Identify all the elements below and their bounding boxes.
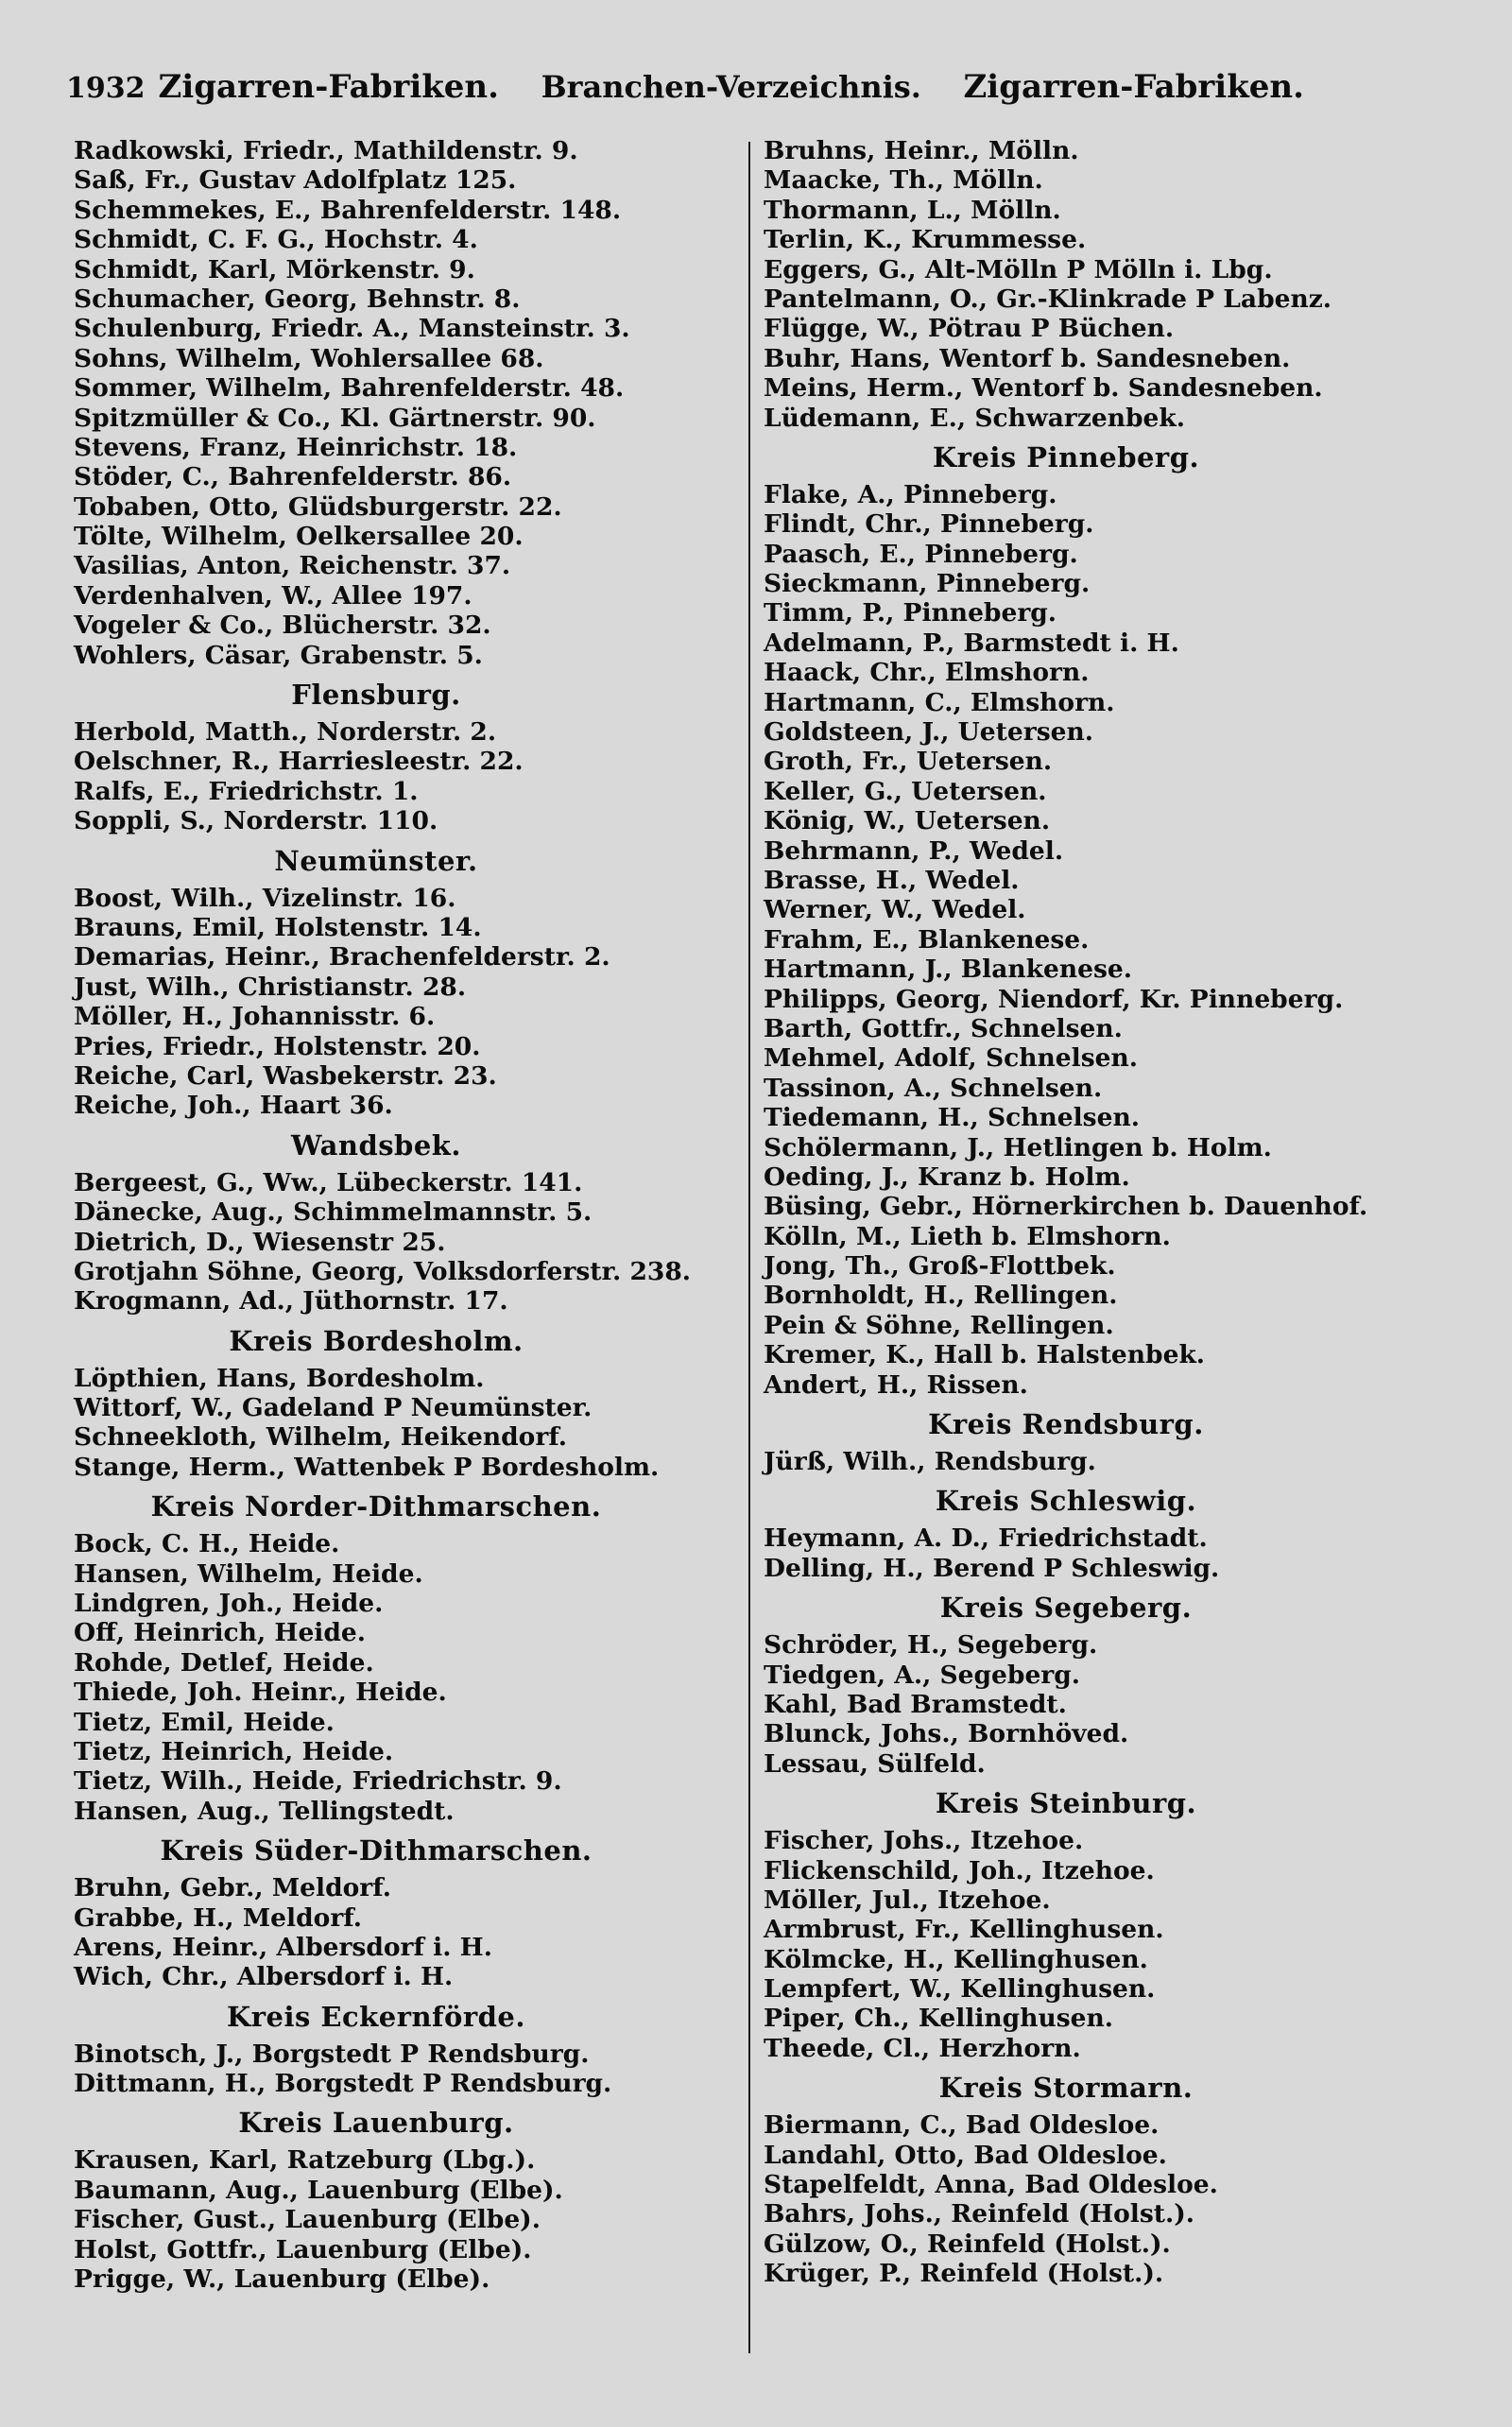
- directory-entry: Verdenhalven, W., Allee 197.: [74, 580, 472, 611]
- directory-entry: Hansen, Aug., Tellingstedt.: [74, 1796, 455, 1826]
- directory-entry: Theede, Cl., Herzhorn.: [764, 2033, 1081, 2063]
- directory-entry: Wohlers, Cäsar, Grabenstr. 5.: [74, 640, 483, 670]
- directory-entry: Stevens, Franz, Heinrichstr. 18.: [74, 432, 518, 462]
- directory-entry: Dittmann, H., Borgstedt P Rendsburg.: [74, 2069, 612, 2099]
- directory-entry: Sieckmann, Pinneberg.: [764, 569, 1091, 599]
- directory-entry: Binotsch, J., Borgstedt P Rendsburg.: [74, 2039, 590, 2069]
- directory-entry: Schmidt, C. F. G., Hochstr. 4.: [74, 225, 478, 255]
- directory-entry: Fischer, Johs., Itzehoe.: [764, 1826, 1084, 1856]
- directory-entry: Möller, H., Johannisstr. 6.: [74, 1002, 436, 1032]
- directory-entry: Bahrs, Johs., Reinfeld (Holst.).: [764, 2199, 1195, 2229]
- directory-entry: Stange, Herm., Wattenbek P Bordesholm.: [74, 1452, 660, 1482]
- directory-entry: Lempfert, W., Kellinghusen.: [764, 1974, 1156, 2005]
- section-heading: Flensburg.: [291, 679, 461, 712]
- directory-entry: Wich, Chr., Albersdorf i. H.: [74, 1962, 454, 1992]
- directory-entry: Flake, A., Pinneberg.: [764, 479, 1057, 509]
- directory-entry: Tietz, Wilh., Heide, Friedrichstr. 9.: [74, 1766, 562, 1797]
- directory-entry: Pries, Friedr., Holstenstr. 20.: [74, 1031, 481, 1061]
- directory-entry: Terlin, K., Krummesse.: [764, 225, 1087, 255]
- directory-entry: Piper, Ch., Kellinghusen.: [764, 2004, 1114, 2034]
- section-heading: Kreis Segeberg.: [939, 1592, 1193, 1625]
- directory-entry: Reiche, Joh., Haart 36.: [74, 1091, 393, 1121]
- section-heading: Kreis Stormarn.: [938, 2072, 1194, 2105]
- directory-entry: Biermann, C., Bad Oldesloe.: [764, 2110, 1160, 2141]
- directory-entry: Lessau, Sülfeld.: [764, 1748, 986, 1779]
- directory-entry: Arens, Heinr., Albersdorf i. H.: [74, 1932, 492, 1962]
- directory-entry: Möller, Jul., Itzehoe.: [764, 1885, 1051, 1915]
- directory-entry: Herbold, Matth., Norderstr. 2.: [74, 717, 497, 748]
- directory-entry: Kahl, Bad Bramstedt.: [764, 1689, 1067, 1719]
- directory-entry: Stöder, C., Bahrenfelderstr. 86.: [74, 462, 512, 492]
- directory-entry: Thormann, L., Mölln.: [764, 195, 1061, 225]
- directory-entry: Werner, W., Wedel.: [764, 895, 1026, 925]
- directory-entry: Boost, Wilh., Vizelinstr. 16.: [74, 883, 456, 913]
- directory-entry: Flindt, Chr., Pinneberg.: [764, 509, 1094, 540]
- directory-entry: Tietz, Emil, Heide.: [74, 1707, 335, 1737]
- directory-entry: Löpthien, Hans, Bordesholm.: [74, 1363, 485, 1393]
- directory-entry: Flügge, W., Pötrau P Büchen.: [764, 314, 1175, 344]
- directory-entry: Tobaben, Otto, Glüdsburgerstr. 22.: [74, 491, 562, 522]
- directory-entry: Goldsteen, J., Uetersen.: [764, 717, 1093, 748]
- directory-entry: Sommer, Wilhelm, Bahrenfelderstr. 48.: [74, 373, 625, 404]
- section-heading: Kreis Rendsburg.: [928, 1408, 1204, 1441]
- right-column: [764, 136, 1425, 2289]
- page-number: 1932: [66, 72, 146, 105]
- directory-entry: Armbrust, Fr., Kellinghusen.: [764, 1915, 1164, 1945]
- directory-entry: Krausen, Karl, Ratzeburg (Lbg.).: [74, 2145, 536, 2176]
- header-center-title: Branchen-Verzeichnis.: [541, 69, 921, 105]
- directory-entry: Heymann, A. D., Friedrichstadt.: [764, 1523, 1208, 1554]
- directory-entry: Holst, Gottfr., Lauenburg (Elbe).: [74, 2234, 532, 2264]
- left-column: [74, 136, 735, 2294]
- directory-entry: Demarias, Heinr., Brachenfelderstr. 2.: [74, 942, 610, 973]
- directory-entry: Off, Heinrich, Heide.: [74, 1618, 366, 1648]
- directory-entry: Oelschner, R., Harriesleestr. 22.: [74, 747, 524, 777]
- directory-entry: Meins, Herm., Wentorf b. Sandesneben.: [764, 373, 1323, 404]
- directory-entry: Philipps, Georg, Niendorf, Kr. Pinneberg.: [764, 984, 1344, 1014]
- directory-entry: Flickenschild, Joh., Itzehoe.: [764, 1855, 1155, 1885]
- directory-entry: Saß, Fr., Gustav Adolfplatz 125.: [74, 165, 517, 196]
- directory-entry: Thiede, Joh. Heinr., Heide.: [74, 1678, 447, 1708]
- header-right-title: Zigarren-Fabriken.: [963, 68, 1304, 106]
- section-heading: Kreis Norder-Dithmarschen.: [150, 1490, 602, 1523]
- directory-entry: Adelmann, P., Barmstedt i. H.: [764, 628, 1179, 658]
- directory-entry: Lindgren, Joh., Heide.: [74, 1589, 384, 1619]
- directory-entry: Schölermann, J., Hetlingen b. Holm.: [764, 1132, 1272, 1162]
- directory-entry: Pantelmann, O., Gr.-Klinkrade P Labenz.: [764, 284, 1332, 314]
- directory-entry: Tietz, Heinrich, Heide.: [74, 1736, 394, 1766]
- section-heading: Kreis Bordesholm.: [229, 1324, 524, 1357]
- directory-entry: Groth, Fr., Uetersen.: [764, 747, 1053, 777]
- directory-entry: Fischer, Gust., Lauenburg (Elbe).: [74, 2205, 541, 2235]
- section-heading: Wandsbek.: [291, 1128, 461, 1162]
- column-divider: [748, 142, 750, 2353]
- directory-entry: Soppli, S., Norderstr. 110.: [74, 806, 438, 836]
- directory-entry: Hartmann, C., Elmshorn.: [764, 687, 1115, 717]
- directory-entry: Haack, Chr., Elmshorn.: [764, 658, 1090, 688]
- directory-entry: Paasch, E., Pinneberg.: [764, 539, 1078, 569]
- directory-entry: Schneekloth, Wilhelm, Heikendorf.: [74, 1422, 568, 1453]
- page-header: [66, 68, 1304, 115]
- directory-entry: Vogeler & Co., Blücherstr. 32.: [74, 611, 491, 641]
- directory-entry: Blunck, Johs., Bornhöved.: [764, 1719, 1129, 1749]
- directory-entry: Hansen, Wilhelm, Heide.: [74, 1558, 423, 1589]
- directory-entry: Wittorf, W., Gadeland P Neumünster.: [74, 1393, 593, 1423]
- directory-entry: König, W., Uetersen.: [764, 806, 1051, 836]
- directory-entry: Kölln, M., Lieth b. Elmshorn.: [764, 1221, 1171, 1251]
- directory-entry: Mehmel, Adolf, Schnelsen.: [764, 1043, 1138, 1074]
- directory-entry: Eggers, G., Alt-Mölln P Mölln i. Lbg.: [764, 254, 1273, 284]
- directory-entry: Maacke, Th., Mölln.: [764, 165, 1043, 196]
- directory-entry: Prigge, W., Lauenburg (Elbe).: [74, 2264, 490, 2295]
- directory-entry: Spitzmüller & Co., Kl. Gärtnerstr. 90.: [74, 403, 596, 433]
- section-heading: Kreis Eckernförde.: [227, 2000, 525, 2033]
- directory-entry: Bruhns, Heinr., Mölln.: [764, 136, 1079, 165]
- directory-entry: Bruhn, Gebr., Meldorf.: [74, 1873, 391, 1903]
- directory-entry: Sohns, Wilhelm, Wohlersallee 68.: [74, 343, 544, 373]
- directory-entry: Landahl, Otto, Bad Oldesloe.: [764, 2140, 1167, 2170]
- directory-entry: Tiedgen, A., Segeberg.: [764, 1660, 1081, 1690]
- directory-entry: Reiche, Carl, Wasbekerstr. 23.: [74, 1060, 497, 1091]
- directory-entry: Schmidt, Karl, Mörkenstr. 9.: [74, 254, 475, 284]
- directory-entry: Barth, Gottfr., Schnelsen.: [764, 1013, 1123, 1043]
- directory-entry: Brasse, H., Wedel.: [764, 865, 1020, 895]
- header-left: [66, 68, 499, 106]
- directory-entry: Radkowski, Friedr., Mathildenstr. 9.: [74, 136, 578, 165]
- directory-entry: Rohde, Detlef, Heide.: [74, 1647, 374, 1678]
- directory-entry: Tölte, Wilhelm, Oelkersallee 20.: [74, 522, 524, 552]
- directory-entry: Hartmann, J., Blankenese.: [764, 955, 1133, 985]
- directory-entry: Tassinon, A., Schnelsen.: [764, 1073, 1103, 1103]
- directory-entry: Stapelfeldt, Anna, Bad Oldesloe.: [764, 2170, 1218, 2200]
- directory-entry: Vasilias, Anton, Reichenstr. 37.: [74, 551, 511, 581]
- directory-entry: Baumann, Aug., Lauenburg (Elbe).: [74, 2175, 563, 2205]
- directory-entry: Oeding, J., Kranz b. Holm.: [764, 1162, 1130, 1192]
- directory-entry: Grotjahn Söhne, Georg, Volksdorferstr. 238.: [74, 1256, 692, 1286]
- header-left-title: Zigarren-Fabriken.: [158, 68, 499, 106]
- directory-entry: Krüger, P., Reinfeld (Holst.).: [764, 2259, 1164, 2289]
- directory-entry: Krogmann, Ad., Jüthornstr. 17.: [74, 1286, 508, 1317]
- directory-entry: Pein & Söhne, Rellingen.: [764, 1310, 1114, 1340]
- directory-entry: Kölmcke, H., Kellinghusen.: [764, 1944, 1148, 1974]
- directory-entry: Tiedemann, H., Schnelsen.: [764, 1103, 1140, 1133]
- directory-entry: Grabbe, H., Meldorf.: [74, 1902, 362, 1933]
- directory-entry: Gülzow, O., Reinfeld (Holst.).: [764, 2229, 1171, 2259]
- directory-entry: Timm, P., Pinneberg.: [764, 598, 1057, 628]
- directory-entry: Schumacher, Georg, Behnstr. 8.: [74, 284, 521, 314]
- section-heading: Kreis Pinneberg.: [932, 440, 1200, 473]
- directory-entry: Kremer, K., Hall b. Halstenbek.: [764, 1340, 1206, 1370]
- directory-entry: Behrmann, P., Wedel.: [764, 835, 1064, 866]
- directory-entry: Bornholdt, H., Rellingen.: [764, 1281, 1118, 1311]
- directory-entry: Just, Wilh., Christianstr. 28.: [74, 972, 467, 1002]
- directory-entry: Lüdemann, E., Schwarzenbek.: [764, 403, 1185, 433]
- directory-entry: Ralfs, E., Friedrichstr. 1.: [74, 776, 419, 806]
- directory-entry: Keller, G., Uetersen.: [764, 776, 1047, 806]
- directory-entry: Brauns, Emil, Holstenstr. 14.: [74, 912, 482, 942]
- directory-entry: Delling, H., Berend P Schleswig.: [764, 1553, 1220, 1583]
- directory-entry: Dänecke, Aug., Schimmelmannstr. 5.: [74, 1197, 593, 1228]
- section-heading: Neumünster.: [274, 844, 478, 877]
- directory-entry: Büsing, Gebr., Hörnerkirchen b. Dauenhof.: [764, 1192, 1368, 1222]
- section-heading: Kreis Steinburg.: [935, 1787, 1197, 1820]
- directory-entry: Schemmekes, E., Bahrenfelderstr. 148.: [74, 195, 622, 225]
- directory-entry: Schröder, H., Segeberg.: [764, 1630, 1098, 1661]
- directory-entry: Buhr, Hans, Wentorf b. Sandesneben.: [764, 343, 1291, 373]
- section-heading: Kreis Süder-Dithmarschen.: [160, 1834, 593, 1868]
- section-heading: Kreis Lauenburg.: [238, 2107, 514, 2140]
- directory-entry: Frahm, E., Blankenese.: [764, 924, 1090, 955]
- directory-entry: Bock, C. H., Heide.: [74, 1529, 340, 1559]
- directory-entry: Andert, H., Rissen.: [764, 1369, 1028, 1400]
- section-heading: Kreis Schleswig.: [935, 1485, 1197, 1518]
- directory-entry: Bergeest, G., Ww., Lübeckerstr. 141.: [74, 1167, 583, 1197]
- directory-entry: Jürß, Wilh., Rendsburg.: [764, 1447, 1096, 1477]
- directory-entry: Jong, Th., Groß-Flottbek.: [764, 1251, 1116, 1282]
- directory-entry: Schulenburg, Friedr. A., Mansteinstr. 3.: [74, 314, 630, 344]
- directory-entry: Dietrich, D., Wiesenstr 25.: [74, 1227, 446, 1257]
